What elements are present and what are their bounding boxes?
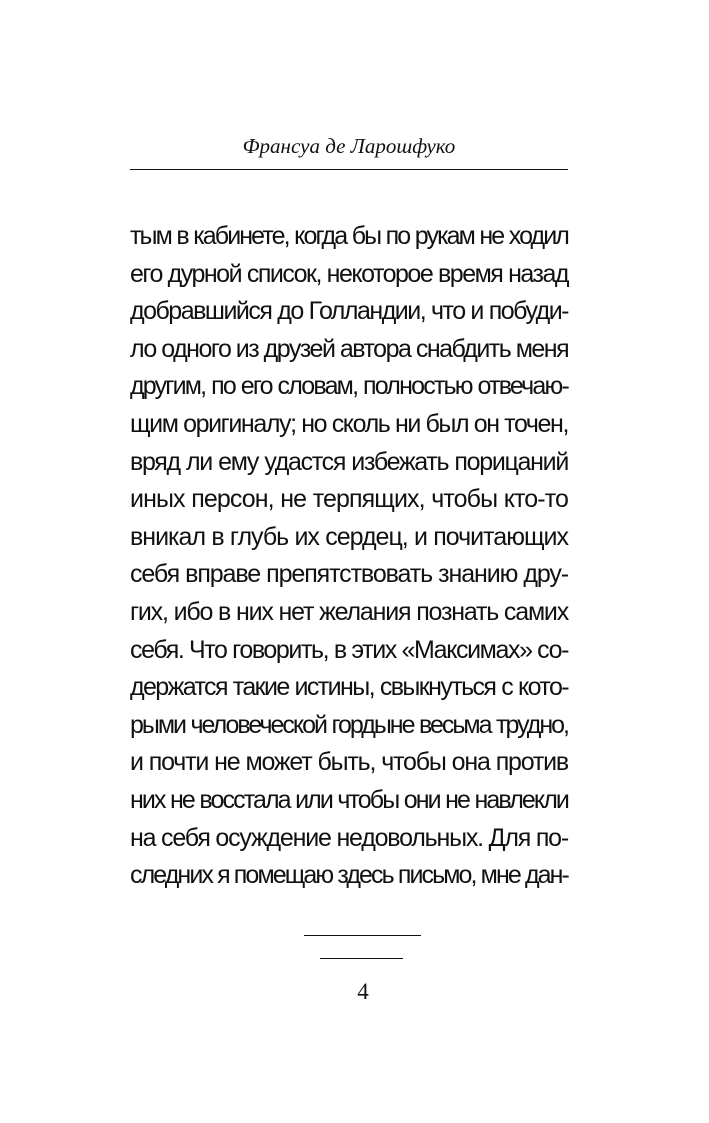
text-line: следних я помещаю здесь письмо, мне дан- — [130, 861, 568, 890]
footer-rule-short — [320, 958, 403, 959]
header-rule — [130, 169, 568, 170]
text-line: себя. Что говорить, в этих «Максимах» со- — [130, 635, 568, 664]
footer-rule-long — [304, 935, 421, 936]
text-line: и почти не может быть, чтобы она против — [130, 748, 568, 777]
text-line: щим оригиналу; но сколь ни был он точен, — [130, 409, 568, 438]
text-line: иных персон, не терпящих, чтобы кто-то — [130, 485, 568, 514]
text-line: на себя осуждение недовольных. Для по- — [130, 823, 569, 852]
text-line: себя вправе препятствовать знанию дру- — [130, 560, 568, 589]
text-line: его дурной список, некоторое время назад — [130, 259, 568, 288]
text-line: вряд ли ему удастся избежать порицаний — [130, 447, 568, 476]
page-number: 4 — [357, 979, 369, 1004]
text-line: держатся такие истины, свыкнуться с кото- — [130, 673, 568, 702]
body-text — [130, 218, 568, 895]
text-line: добравшийся до Голландии, что и побуди- — [130, 297, 568, 326]
text-line: них не восстала или чтобы они не навлекли — [130, 785, 568, 814]
running-head-author: Франсуа де Ларошфуко — [242, 134, 456, 158]
text-line: вникал в глубь их сердец, и почитающих — [130, 522, 568, 551]
text-line: рыми человеческой гордыне весьма трудно, — [130, 710, 568, 739]
text-line: другим, по его словам, полностью отвечаю- — [130, 372, 568, 401]
text-line: гих, ибо в них нет желания познать самих — [130, 597, 568, 626]
text-line: тым в кабинете, когда бы по рукам не ходил — [130, 222, 568, 250]
text-line: ло одного из друзей автора снабдить меня — [130, 334, 569, 363]
